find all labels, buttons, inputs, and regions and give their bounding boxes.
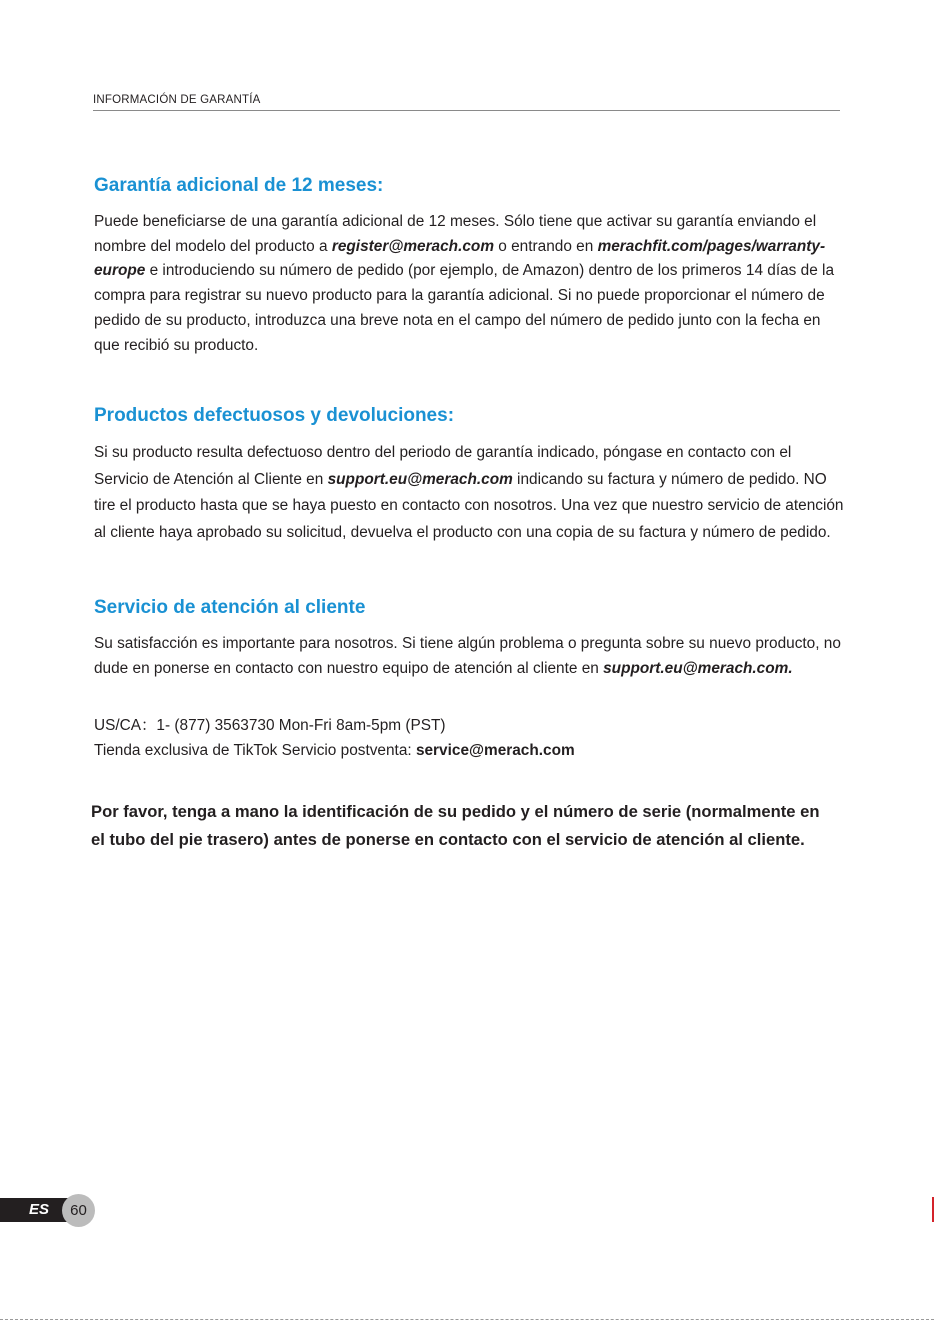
tiktok-line — [94, 742, 575, 760]
text-segment: o entrando en — [494, 237, 598, 255]
page-number: 60 — [62, 1194, 95, 1227]
section-title-customer-service: Servicio de atención al cliente — [94, 597, 366, 618]
section-text-defective-products — [94, 440, 846, 546]
support-email-link[interactable]: support.eu@merach.com. — [603, 659, 793, 677]
section-title-defective-products: Productos defectuosos y devoluciones: — [94, 405, 455, 426]
language-tab: ES — [0, 1198, 72, 1222]
support-email-link[interactable]: support.eu@merach.com — [327, 470, 513, 488]
page-header — [93, 94, 840, 111]
section-title-extra-warranty: Garantía adicional de 12 meses: — [94, 175, 384, 196]
text-segment: Tienda exclusiva de TikTok Servicio postventa: — [94, 742, 416, 759]
text-segment: Si su producto resulta defectuoso dentro del periodo de garantía indicado, póngase en contacto con el Servicio de Atención al Cliente en — [94, 444, 792, 488]
text-segment: Puede beneficiarse de una garantía adicional de 12 meses. Sólo tiene que activar su garantía enviando el nombre del modelo del producto a — [94, 213, 817, 255]
section-text-customer-service — [94, 632, 846, 681]
text-segment: Su satisfacción es importante para nosotros. Si tiene algún problema o pregunta sobre su nuevo producto, no dude en ponerse en contacto con nuestro equipo de atención al cliente en — [94, 635, 841, 677]
tiktok-email-link[interactable]: service@merach.com — [415, 742, 575, 759]
trim-line — [0, 1319, 934, 1320]
warranty-url-link[interactable]: merachfit.com/pages/warranty-europe — [94, 237, 826, 280]
text-segment: indicando su factura y número de pedido. NO tire el producto hasta que se haya puesto en contacto con nosotros. Una vez que nuestro servicio de atención al cliente haya aprobado su solicitud, devuelva el producto con una copia de su factura y número de pedido. — [94, 470, 844, 541]
section-text-extra-warranty — [94, 210, 846, 358]
phone-line: US/CA：1- (877) 3563730 Mon-Fri 8am-5pm (PST) — [94, 717, 446, 734]
text-segment: e introduciendo su número de pedido (por ejemplo, de Amazon) dentro de los primeros 14 días de la compra para registrar su nuevo producto para la garantía adicional. Si no puede proporcionar el número de pedido de su producto, introduzca una breve nota en el campo del número de pedido junto con la fecha en que recibió su producto. — [94, 262, 835, 354]
register-email-link[interactable]: register@merach.com — [331, 237, 495, 255]
contact-note: Por favor, tenga a mano la identificación de su pedido y el número de serie (normalmente en el tubo del pie trasero) antes de ponerse en contacto con el servicio de atención al cliente. — [91, 802, 820, 849]
header-title: INFORMACIÓN DE GARANTÍA — [93, 94, 261, 106]
